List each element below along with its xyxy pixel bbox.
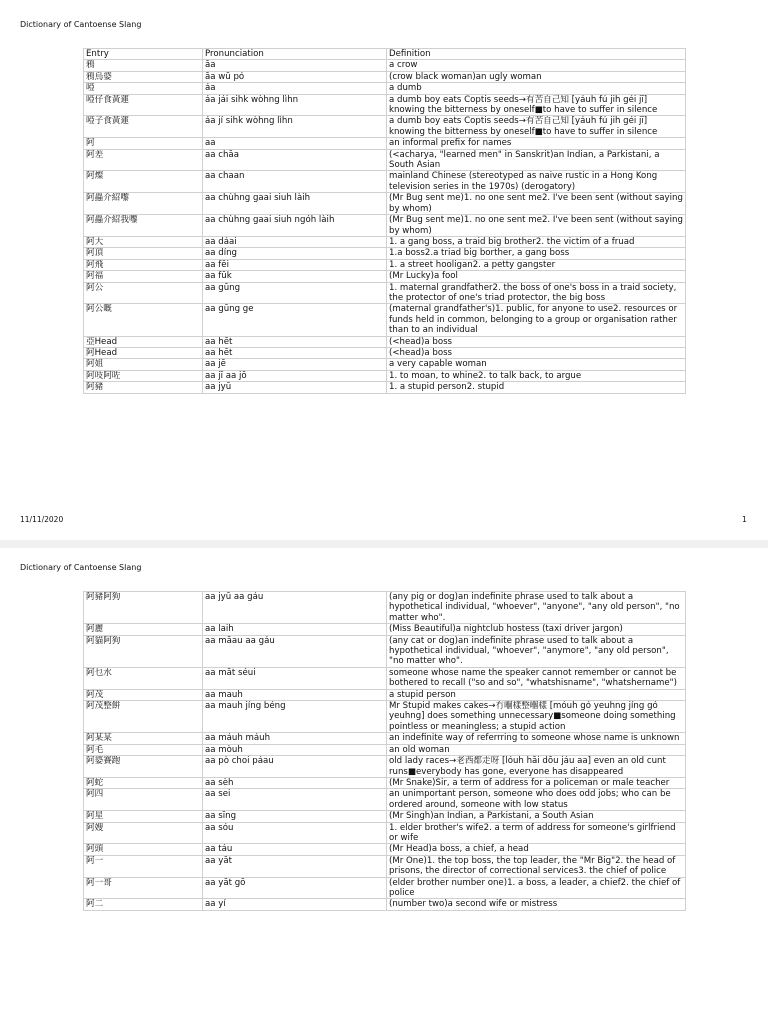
pronunciation-cell: aa díng	[203, 248, 387, 259]
definition-cell: a dumb	[387, 83, 686, 94]
table-row	[84, 193, 686, 215]
table-row	[84, 248, 686, 259]
table-row	[84, 138, 686, 149]
definition-cell: Mr Stupid makes cakes→冇嗰樣整嗰樣 [móuh gó yeuhng jíng gó yeuhng] does something unnecessary■someone doing something pointless or meaningless; a stupid action	[387, 701, 686, 733]
pronunciation-cell: aa chùhng gaai siuh làih	[203, 193, 387, 215]
table-row	[84, 756, 686, 778]
entry-cell: 阿燦	[84, 171, 203, 193]
entry-cell: 阿茂整餅	[84, 701, 203, 733]
entry-cell: 阿福	[84, 271, 203, 282]
entry-cell: 阿星	[84, 811, 203, 822]
definition-cell: a crow	[387, 60, 686, 71]
pronunciation-cell: aa māau aa gáu	[203, 635, 387, 667]
pronunciation-cell: aa chāa	[203, 149, 387, 171]
footer-page-number: 1	[742, 515, 747, 524]
entry-cell: 啞	[84, 83, 203, 94]
entry-cell: 阿公	[84, 282, 203, 304]
table-row	[84, 370, 686, 381]
definition-cell: (<acharya, "learned men" in Sanskrit)an Indian, a Parkistani, a South Asian	[387, 149, 686, 171]
table-row	[84, 592, 686, 624]
table-row	[84, 777, 686, 788]
definition-cell: (any pig or dog)an indefinite phrase used to talk about a hypothetical individual, "whoever", "anyone", "any old person", "no matter who".	[387, 592, 686, 624]
pronunciation-cell: aa pò choi páau	[203, 756, 387, 778]
table-row	[84, 844, 686, 855]
entry-cell: 阿姐	[84, 359, 203, 370]
entry-cell: 亞Head	[84, 336, 203, 347]
pronunciation-cell: aa dáai	[203, 236, 387, 247]
pronunciation-cell: áa jí sihk wòhng lìhn	[203, 116, 387, 138]
table-row	[84, 744, 686, 755]
pronunciation-cell: aa yāt gō	[203, 877, 387, 899]
pronunciation-cell: aa māt séui	[203, 667, 387, 689]
table-row	[84, 689, 686, 700]
definition-cell: (Mr Singh)an Indian, a Parkistani, a South Asian	[387, 811, 686, 822]
table-row	[84, 789, 686, 811]
definition-cell: (elder brother number one)1. a boss, a leader, a chief2. the chief of police	[387, 877, 686, 899]
definition-cell: a stupid person	[387, 689, 686, 700]
definition-cell: 1. elder brother's wife2. a term of address for someone's girlfriend or wife	[387, 822, 686, 844]
dictionary-table	[83, 591, 686, 911]
entry-cell: 阿豬	[84, 382, 203, 393]
table-row	[84, 382, 686, 393]
table-row	[84, 304, 686, 336]
pronunciation-cell: aa mauh jíng béng	[203, 701, 387, 733]
pronunciation-cell: áa jái sihk wòhng lìhn	[203, 94, 387, 116]
table-row	[84, 899, 686, 910]
entry-cell: 阿一	[84, 855, 203, 877]
table-row	[84, 60, 686, 71]
table-row	[84, 259, 686, 270]
pronunciation-cell: āa	[203, 60, 387, 71]
entry-cell: 阿乜水	[84, 667, 203, 689]
pronunciation-cell: aa hēt	[203, 347, 387, 358]
table-row	[84, 811, 686, 822]
pronunciation-cell: aa sei	[203, 789, 387, 811]
table-row	[84, 236, 686, 247]
entry-cell: 阿差	[84, 149, 203, 171]
definition-cell: (Mr Head)a boss, a chief, a head	[387, 844, 686, 855]
entry-cell: 阿婆賽跑	[84, 756, 203, 778]
definition-cell: (any cat or dog)an indefinite phrase used to talk about a hypothetical individual, "whoever", "anymore", "any old person", "no matter who".	[387, 635, 686, 667]
document-title: Dictionary of Cantoense Slang	[20, 563, 142, 572]
pronunciation-cell: aa chùhng gaai siuh ngóh làih	[203, 215, 387, 237]
entry-cell: 阿蟲介紹我嚟	[84, 215, 203, 237]
pronunciation-cell: aa fūk	[203, 271, 387, 282]
table-row	[84, 149, 686, 171]
definition-cell: (Mr One)1. the top boss, the top leader, the "Mr Big"2. the head of prisons, the director of correctional services3. the chief of police	[387, 855, 686, 877]
pronunciation-cell: aa jī aa jō	[203, 370, 387, 381]
pronunciation-cell: aa táu	[203, 844, 387, 855]
entry-cell: 阿蟲介紹嚟	[84, 193, 203, 215]
definition-cell: a dumb boy eats Coptis seeds→有苦自己知 [yáuh fú jih géi jī] knowing the bitterness by oneself■to have to suffer in silence	[387, 94, 686, 116]
entry-cell: 阿貓阿狗	[84, 635, 203, 667]
table-row	[84, 83, 686, 94]
table-row	[84, 624, 686, 635]
entry-cell: 阿嫂	[84, 822, 203, 844]
pronunciation-cell: aa laih	[203, 624, 387, 635]
table-row	[84, 347, 686, 358]
entry-cell: 啞仔食黃蓮	[84, 94, 203, 116]
entry-cell: 阿蛇	[84, 777, 203, 788]
entry-cell: 阿頭	[84, 844, 203, 855]
definition-cell: old lady races→老西都走呀 [lóuh hāi dōu jáu aa] even an old cunt runs■everybody has gone, everyone has disappeared	[387, 756, 686, 778]
entry-cell: 鴉烏婆	[84, 71, 203, 82]
definition-cell: a dumb boy eats Coptis seeds→有苦自己知 [yáuh fú jih géi jī] knowing the bitterness by oneself■to have to suffer in silence	[387, 116, 686, 138]
pronunciation-cell: aa mòuh	[203, 744, 387, 755]
entry-cell: 阿二	[84, 899, 203, 910]
definition-cell: (number two)a second wife or mistress	[387, 899, 686, 910]
pronunciation-cell: aa sóu	[203, 822, 387, 844]
entry-cell: 鴉	[84, 60, 203, 71]
entry-cell: 阿吱阿咗	[84, 370, 203, 381]
table-row	[84, 94, 686, 116]
entry-cell: 阿毛	[84, 744, 203, 755]
definition-cell: (<head)a boss	[387, 347, 686, 358]
definition-cell: (Mr Bug sent me)1. no one sent me2. I've been sent (without saying by whom)	[387, 193, 686, 215]
definition-cell: an old woman	[387, 744, 686, 755]
definition-cell: 1. a stupid person2. stupid	[387, 382, 686, 393]
pronunciation-cell: aa sīng	[203, 811, 387, 822]
definition-cell: 1.a boss2.a triad big borther, a gang boss	[387, 248, 686, 259]
entry-cell: 阿茂	[84, 689, 203, 700]
table-row	[84, 215, 686, 237]
table-header-row	[84, 49, 686, 60]
definition-cell: 1. maternal grandfather2. the boss of one's boss in a traid society, the protector of one's triad protector, the big boss	[387, 282, 686, 304]
pronunciation-cell: aa jē	[203, 359, 387, 370]
table-row	[84, 282, 686, 304]
table-row	[84, 733, 686, 744]
dictionary-table	[83, 48, 686, 394]
definition-cell: an informal prefix for names	[387, 138, 686, 149]
definition-cell: an indefinite way of referrring to someone whose name is unknown	[387, 733, 686, 744]
definition-cell: (crow black woman)an ugly woman	[387, 71, 686, 82]
definition-cell: 1. a street hooligan2. a petty gangster	[387, 259, 686, 270]
pronunciation-cell: aa gūng	[203, 282, 387, 304]
table-row	[84, 359, 686, 370]
entry-cell: 阿Head	[84, 347, 203, 358]
document-title: Dictionary of Cantoense Slang	[20, 20, 142, 29]
entry-cell: 阿頂	[84, 248, 203, 259]
entry-cell: 阿四	[84, 789, 203, 811]
table-row	[84, 877, 686, 899]
definition-cell: 1. to moan, to whine2. to talk back, to argue	[387, 370, 686, 381]
definition-cell: (<head)a boss	[387, 336, 686, 347]
entry-cell: 阿	[84, 138, 203, 149]
pronunciation-cell: aa hēt	[203, 336, 387, 347]
definition-cell: (maternal grandfather's)1. public, for anyone to use2. resources or funds held in common, belonging to a group or organisation rather than to an individual	[387, 304, 686, 336]
table-row	[84, 271, 686, 282]
definition-cell: (Mr Bug sent me)1. no one sent me2. I've been sent (without saying by whom)	[387, 215, 686, 237]
table-row	[84, 822, 686, 844]
definition-cell: someone whose name the speaker cannot remember or cannot be bothered to recall ("so and so", "whatshisname", "whatshername")	[387, 667, 686, 689]
pronunciation-cell: aa yāt	[203, 855, 387, 877]
definition-cell: an unimportant person, someone who does odd jobs; who can be ordered around, someone with low status	[387, 789, 686, 811]
pronunciation-cell: aa mauh	[203, 689, 387, 700]
table-row	[84, 635, 686, 667]
table-row	[84, 667, 686, 689]
pronunciation-cell: āa wū pó	[203, 71, 387, 82]
entry-cell: 阿一哥	[84, 877, 203, 899]
entry-cell: 阿飛	[84, 259, 203, 270]
definition-cell: mainland Chinese (stereotyped as naive rustic in a Hong Kong television series in the 1970s) (derogatory)	[387, 171, 686, 193]
pronunciation-cell: aa	[203, 138, 387, 149]
header-entry: Entry	[84, 49, 203, 60]
pronunciation-cell: aa gūng ge	[203, 304, 387, 336]
definition-cell: (Miss Beautiful)a nightclub hostess (taxi driver jargon)	[387, 624, 686, 635]
entry-cell: 阿麗	[84, 624, 203, 635]
entry-cell: 阿大	[84, 236, 203, 247]
pronunciation-cell: aa jyū	[203, 382, 387, 393]
table-row	[84, 71, 686, 82]
pronunciation-cell: aa jyū aa gáu	[203, 592, 387, 624]
pronunciation-cell: áa	[203, 83, 387, 94]
footer-date: 11/11/2020	[20, 515, 64, 524]
definition-cell: (Mr Snake)Sir, a term of address for a policeman or male teacher	[387, 777, 686, 788]
pronunciation-cell: aa chaan	[203, 171, 387, 193]
entry-cell: 阿公嘅	[84, 304, 203, 336]
entry-cell: 啞子食黃蓮	[84, 116, 203, 138]
header-pronunciation: Pronunciation	[203, 49, 387, 60]
table-row	[84, 855, 686, 877]
pronunciation-cell: aa yí	[203, 899, 387, 910]
pronunciation-cell: aa máuh máuh	[203, 733, 387, 744]
table-row	[84, 701, 686, 733]
pronunciation-cell: aa sèh	[203, 777, 387, 788]
definition-cell: (Mr Lucky)a fool	[387, 271, 686, 282]
definition-cell: 1. a gang boss, a traid big brother2. the victim of a fruad	[387, 236, 686, 247]
entry-cell: 阿豬阿狗	[84, 592, 203, 624]
header-definition: Definition	[387, 49, 686, 60]
table-row	[84, 171, 686, 193]
definition-cell: a very capable woman	[387, 359, 686, 370]
entry-cell: 阿某某	[84, 733, 203, 744]
pronunciation-cell: aa fēi	[203, 259, 387, 270]
table-row	[84, 116, 686, 138]
document-page-2	[0, 548, 768, 1024]
table-row	[84, 336, 686, 347]
